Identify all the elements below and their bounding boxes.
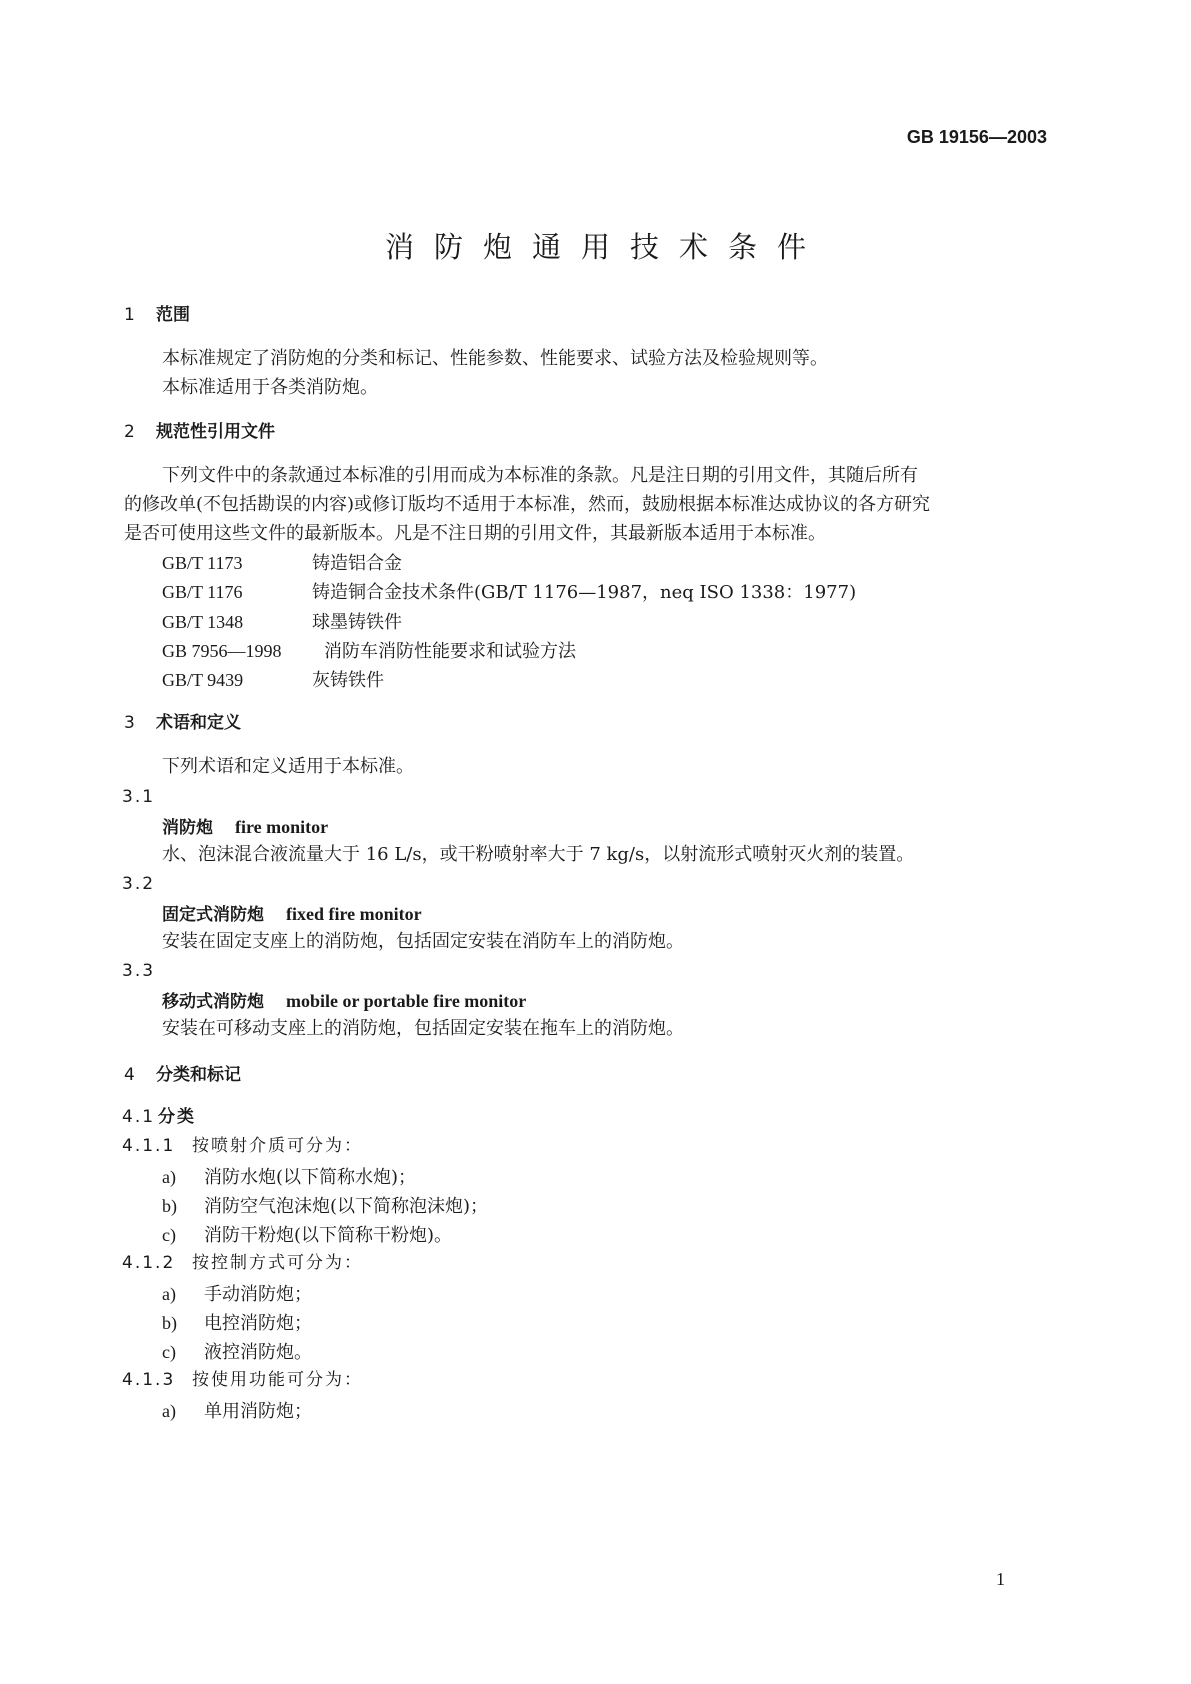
reference-title: 消防车消防性能要求和试验方法 bbox=[324, 641, 576, 662]
term-heading bbox=[162, 905, 422, 924]
list-item-text: 单用消防炮； bbox=[204, 1401, 312, 1422]
reference-title: 灰铸铁件 bbox=[312, 670, 384, 691]
section-2-heading bbox=[124, 424, 275, 441]
reference-code: GB 7956—1998 bbox=[162, 641, 282, 661]
clause-number: 4.1.1 bbox=[122, 1136, 176, 1156]
normative-reference bbox=[162, 613, 402, 632]
term-number: 3.3 bbox=[122, 961, 156, 981]
subsection-number: 4.1 bbox=[122, 1107, 156, 1127]
page-number: 1 bbox=[996, 1569, 1005, 1589]
list-item-label: a) bbox=[162, 1284, 176, 1304]
term-heading bbox=[162, 992, 526, 1011]
list-item-label: a) bbox=[162, 1401, 176, 1421]
section-1-heading bbox=[124, 307, 190, 324]
reference-title: 铸造铝合金 bbox=[312, 553, 402, 574]
section-4-heading bbox=[124, 1067, 241, 1084]
sec2-paragraph-line: 是否可使用这些文件的最新版本。凡是不注日期的引用文件，其最新版本适用于本标准。 bbox=[124, 523, 826, 544]
reference-code: GB/T 1173 bbox=[162, 553, 243, 573]
term-heading bbox=[162, 818, 328, 837]
subsection-title: 分类 bbox=[158, 1107, 196, 1127]
reference-code: GB/T 1348 bbox=[162, 612, 244, 632]
list-item-label: b) bbox=[162, 1196, 177, 1216]
subsection-4-1-heading bbox=[122, 1109, 196, 1126]
list-item-text: 电控消防炮； bbox=[204, 1313, 312, 1334]
clause-number: 4.1.3 bbox=[122, 1370, 176, 1390]
list-item bbox=[162, 1285, 312, 1304]
clause-text: 按喷射介质可分为： bbox=[192, 1136, 363, 1156]
sec2-paragraph-line: 的修改单(不包括勘误的内容)或修订版均不适用于本标准，然而，鼓励根据本标准达成协议的各方研究 bbox=[124, 494, 931, 515]
term-english: fire monitor bbox=[235, 817, 329, 837]
document-title: 消防炮通用技术条件 bbox=[384, 230, 826, 264]
normative-reference bbox=[162, 642, 576, 661]
section-title: 范围 bbox=[156, 305, 190, 325]
term-chinese: 固定式消防炮 bbox=[162, 905, 264, 925]
section-title: 分类和标记 bbox=[156, 1065, 241, 1085]
normative-reference bbox=[162, 583, 856, 602]
reference-code: GB/T 9439 bbox=[162, 670, 244, 690]
term-definition: 水、泡沫混合液流量大于 16 L/s，或干粉喷射率大于 7 kg/s，以射流形式喷射灭火剂的装置。 bbox=[162, 844, 915, 865]
term-number: 3.2 bbox=[122, 874, 156, 894]
standard-number: GB 19156—2003 bbox=[906, 127, 1047, 147]
term-number: 3.1 bbox=[122, 787, 156, 807]
reference-title: 铸造铜合金技术条件(GB/T 1176—1987，neq ISO 1338：1977) bbox=[312, 582, 857, 603]
list-item-label: c) bbox=[162, 1342, 176, 1362]
sec1-paragraph-1: 本标准规定了消防炮的分类和标记、性能参数、性能要求、试验方法及检验规则等。 bbox=[162, 348, 828, 369]
term-english: mobile or portable fire monitor bbox=[286, 991, 527, 1011]
list-item-text: 消防干粉炮(以下简称干粉炮)。 bbox=[204, 1225, 453, 1246]
section-number: 4 bbox=[124, 1065, 135, 1085]
list-item-text: 消防空气泡沫炮(以下简称泡沫炮)； bbox=[204, 1196, 489, 1217]
sec3-intro: 下列术语和定义适用于本标准。 bbox=[162, 756, 414, 777]
list-item bbox=[162, 1343, 312, 1362]
reference-code: GB/T 1176 bbox=[162, 582, 243, 602]
list-item bbox=[162, 1197, 488, 1216]
list-item bbox=[162, 1226, 452, 1245]
sec2-paragraph-line: 下列文件中的条款通过本标准的引用而成为本标准的条款。凡是注日期的引用文件，其随后所有 bbox=[162, 465, 918, 486]
list-item bbox=[162, 1402, 312, 1421]
clause-4-1-3 bbox=[122, 1372, 363, 1389]
term-chinese: 移动式消防炮 bbox=[162, 992, 264, 1012]
normative-reference bbox=[162, 554, 402, 573]
term-chinese: 消防炮 bbox=[162, 818, 213, 838]
section-title: 术语和定义 bbox=[156, 713, 241, 733]
sec1-paragraph-2: 本标准适用于各类消防炮。 bbox=[162, 377, 378, 398]
list-item-text: 消防水炮(以下简称水炮)； bbox=[204, 1167, 417, 1188]
list-item-label: b) bbox=[162, 1313, 177, 1333]
clause-text: 按控制方式可分为： bbox=[192, 1253, 363, 1273]
reference-title: 球墨铸铁件 bbox=[312, 612, 402, 633]
list-item-text: 液控消防炮。 bbox=[204, 1342, 312, 1363]
normative-reference bbox=[162, 671, 384, 690]
term-definition: 安装在可移动支座上的消防炮，包括固定安装在拖车上的消防炮。 bbox=[162, 1018, 684, 1039]
section-number: 1 bbox=[124, 305, 135, 325]
list-item-label: c) bbox=[162, 1225, 176, 1245]
section-title: 规范性引用文件 bbox=[156, 422, 275, 442]
section-number: 2 bbox=[124, 422, 135, 442]
list-item-text: 手动消防炮； bbox=[204, 1284, 312, 1305]
term-definition: 安装在固定支座上的消防炮，包括固定安装在消防车上的消防炮。 bbox=[162, 931, 684, 952]
clause-number: 4.1.2 bbox=[122, 1253, 176, 1273]
list-item bbox=[162, 1168, 416, 1187]
clause-4-1-2 bbox=[122, 1255, 363, 1272]
list-item bbox=[162, 1314, 312, 1333]
clause-4-1-1 bbox=[122, 1138, 363, 1155]
clause-text: 按使用功能可分为： bbox=[192, 1370, 363, 1390]
section-3-heading bbox=[124, 715, 241, 732]
section-number: 3 bbox=[124, 713, 135, 733]
term-english: fixed fire monitor bbox=[286, 904, 422, 924]
list-item-label: a) bbox=[162, 1167, 176, 1187]
